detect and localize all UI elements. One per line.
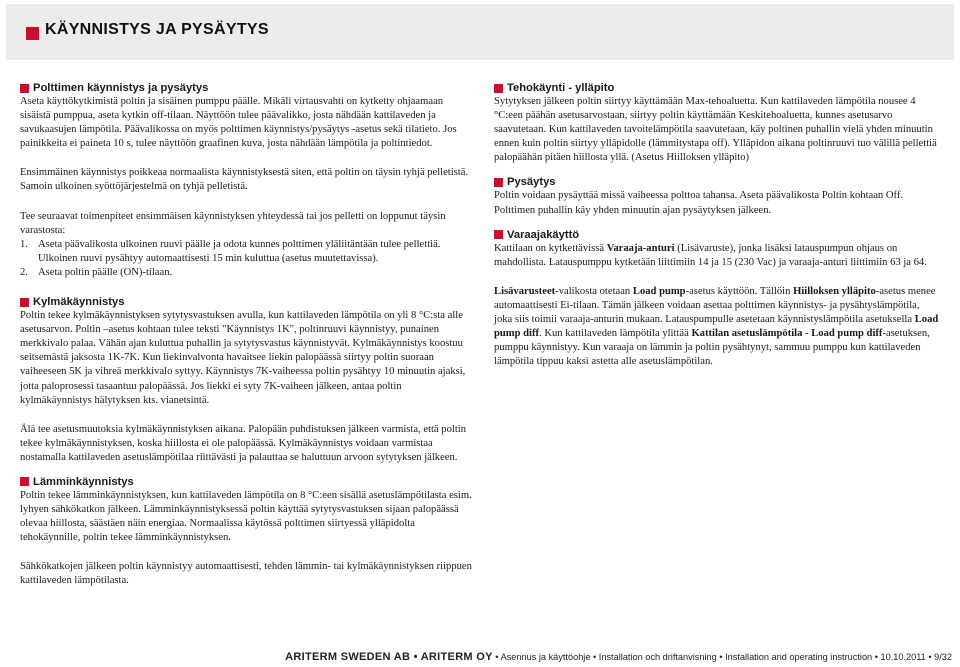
section-burner-start-stop [20,81,475,280]
section-heading: Pysäytys [494,175,940,189]
paragraph: Aseta käyttökytkimistä poltin ja sisäinen pumppu päälle. Mikäli virtausvahti on kytketty ohjaamaan sisäistä pumppua, aseta kytkin off-tilaan. Näyttöön tulee päävalikko, josta nähdään kattilaveden ja savukaasujen lämpötila. Päävalikossa on myös polttimen käynnistys/pysäytys -asetus sekä tilatieto. Jos painikkeita ei paineta 10 s, tulee näyttöön graafinen kuva, josta nähdään lämpötila ja poltintiedot. [20,96,457,150]
page-footer [285,651,952,663]
section-power-maintenance [494,81,940,165]
paragraph: Tee seuraavat toimenpiteet ensimmäisen käynnistyksen yhteydessä tai jos pelletti on loppunut täysin varastosta: [20,210,446,236]
bullet-square-icon [20,477,29,486]
section-heading: Lämminkäynnistys [20,475,475,489]
paragraph: Sähkökatkojen jälkeen poltin käynnistyy automaattisesti, tehden lämmin- tai kylmäkäynnistyksen riippuen kattilaveden lämpötilasta. [20,561,472,587]
footer-brand: ARITERM SWEDEN AB • ARITERM OY [285,651,493,663]
right-column [494,81,940,369]
section-warm-start [20,475,475,589]
left-column [20,81,475,589]
bullet-square-icon [20,298,29,307]
paragraph: Poltin voidaan pysäyttää missä vaiheessa polttoa tahansa. Aseta päävalikosta Poltin kohtaan Off. Polttimen puhallin käy yhden minuutin ajan pysäytyksen jälkeen. [494,190,904,216]
section-heading: Tehokäynti - ylläpito [494,81,940,95]
section-stop [494,175,940,217]
bullet-square-icon [20,84,29,93]
paragraph: Poltin tekee lämminkäynnistyksen, kun kattilaveden lämpötila on 8 °C:een sisällä asetuslämpötilasta esim. lyhyen sähkökatkon jälkeen. Lämminkäynnistyksessä poltin käyttää sytytysvastuksen sijaan palopäässä olevaa hiillosta, säästäen näin energiaa. Normaalissa käytössä polttimen siirtyessä ylläpidolta tehokäynnille, poltin tekee lämminkäynnistyksen. [20,489,472,544]
paragraph: Sytytyksen jälkeen poltin siirtyy käyttämään Max-tehoaluetta. Kun kattilaveden lämpötila nousee 4 °C:een päähän asetusarvostaan, siirtyy poltin käyttämään Keskitehoaluetta, kunnes asetusarvo saavutetaan. Kun kattilaveden tavoitelämpötila saavutetaan, käy poltinen puhallin vielä yhden minuutin ennen kuin poltin siirtyy ylläpidolle (lämmitystapa off). Ylläpidon aikana poltinruuvi tuo välillä pellettiä palopäähän pitäen hiillosta yllä. (Asetus Hiilloksen ylläpito) [494,96,937,164]
steps-list [20,238,475,280]
section-heading: Kylmäkäynnistys [20,295,475,309]
page-header [6,4,954,60]
page-title: KÄYNNISTYS JA PYSÄYTYS [45,21,269,38]
section-heading: Varaajakäyttö [494,228,940,242]
list-item: 2. Aseta poltin päälle (ON)-tilaan. [20,266,173,278]
paragraph: Ensimmäinen käynnistys poikkeaa normaalista käynnistyksestä siten, että poltin on täysin tyhjä pelletistä. Samoin ulkoinen syöttöjärjestelmä on tyhjä pelletistä. [20,167,469,193]
bullet-square-icon [494,230,503,239]
paragraph: Älä tee asetusmuutoksia kylmäkäynnistyksen aikana. Palopään puhdistuksen jälkeen varmista, että poltin tekee kylmäkäynnistyksen, koska hiillosta ei ole palopäässä. Kylmäkäynnistys voidaan varmistaa nostamalla kattilaveden asetuslämpötilaa riittävästi ja palauttaa se haluttuun arvoon sytytyksen jälkeen. [20,423,467,463]
section-cold-start [20,295,475,465]
footer-text: • Asennus ja käyttöohje • Installation och driftanvisning • Installation and operating instruction • 10.10.2011 • 9/32 [492,652,952,662]
paragraph: Lisävarusteet-valikosta otetaan Load pump-asetus käyttöön. Tällöin Hiilloksen ylläpito-asetus menee automaattisesti Ei-tilaan. Tämän jälkeen voidaan asettaa polttimen käynnistys- ja pysähtyslämpötila, joka siis toimii varaaja-anturin mukaan. Latauspumpulle asetetaan käynnistyslämpötila asetuksella Load pump diff. Kun kattilaveden lämpötila ylittää Kattilan asetuslämpötila - Load pump diff-asetuksen, pumppu käynnistyy. Kun varaaja on lämmin ja poltin pysähtynyt, sammuu pumppu kun kattilaveden lämpötila tippuu kaksi astetta alle asetuslämpötilan. [494,285,939,368]
header-red-square [26,27,39,40]
section-heading: Polttimen käynnistys ja pysäytys [20,81,475,95]
bullet-square-icon [494,178,503,187]
paragraph: Kattilaan on kytkettävissä Varaaja-anturi (Lisävaruste), jonka lisäksi latauspumpun ohjaus on mahdollista. Latauspumppu kytketään liittimiin 14 ja 15 (230 Vac) ja varaaja-anturi liittimiin 63 ja 64. [494,242,927,268]
bullet-square-icon [494,84,503,93]
list-item: 1. Aseta päävalikosta ulkoinen ruuvi päälle ja odota kunnes polttimen yläliitäntään tulee pellettiä. Ulkoinen ruuvi pysähtyy automaattisesti 15 min kuluttua (asetus muutettavissa). [20,238,441,264]
paragraph: Poltin tekee kylmäkäynnistyksen sytytysvastuksen avulla, kun kattilaveden lämpötila on yli 8 °C:sta alle asetusarvon. Poltin –asetus kohtaan tulee teksti "Käynnistys 1K", poltinruuvi käynnistyy, punainen merkkivalo palaa. Vähän ajan kuluttua puhallin ja sytytysvastus käynnistyvät. Kylmäkäynnistys koostuu seitsemästä jaksosta 1K-7K. Kun liekinvalvonta havaitsee liekin palopäässä siirtyy poltin suoraan vaiheeseen 5K ja vihreä merkkivalo syttyy. Käynnistys 7K-vaiheessa poltin pysähtyy 10 minuutin ajaksi, jotta paloprosessi tasaantuu palopäässä. Jos liekki ei syty 7K-vaiheen jälkeen, antaa poltin kylmäkäynnistys hälytyksen kts. vianetsintä. [20,310,466,406]
section-accumulator-use [494,228,940,370]
